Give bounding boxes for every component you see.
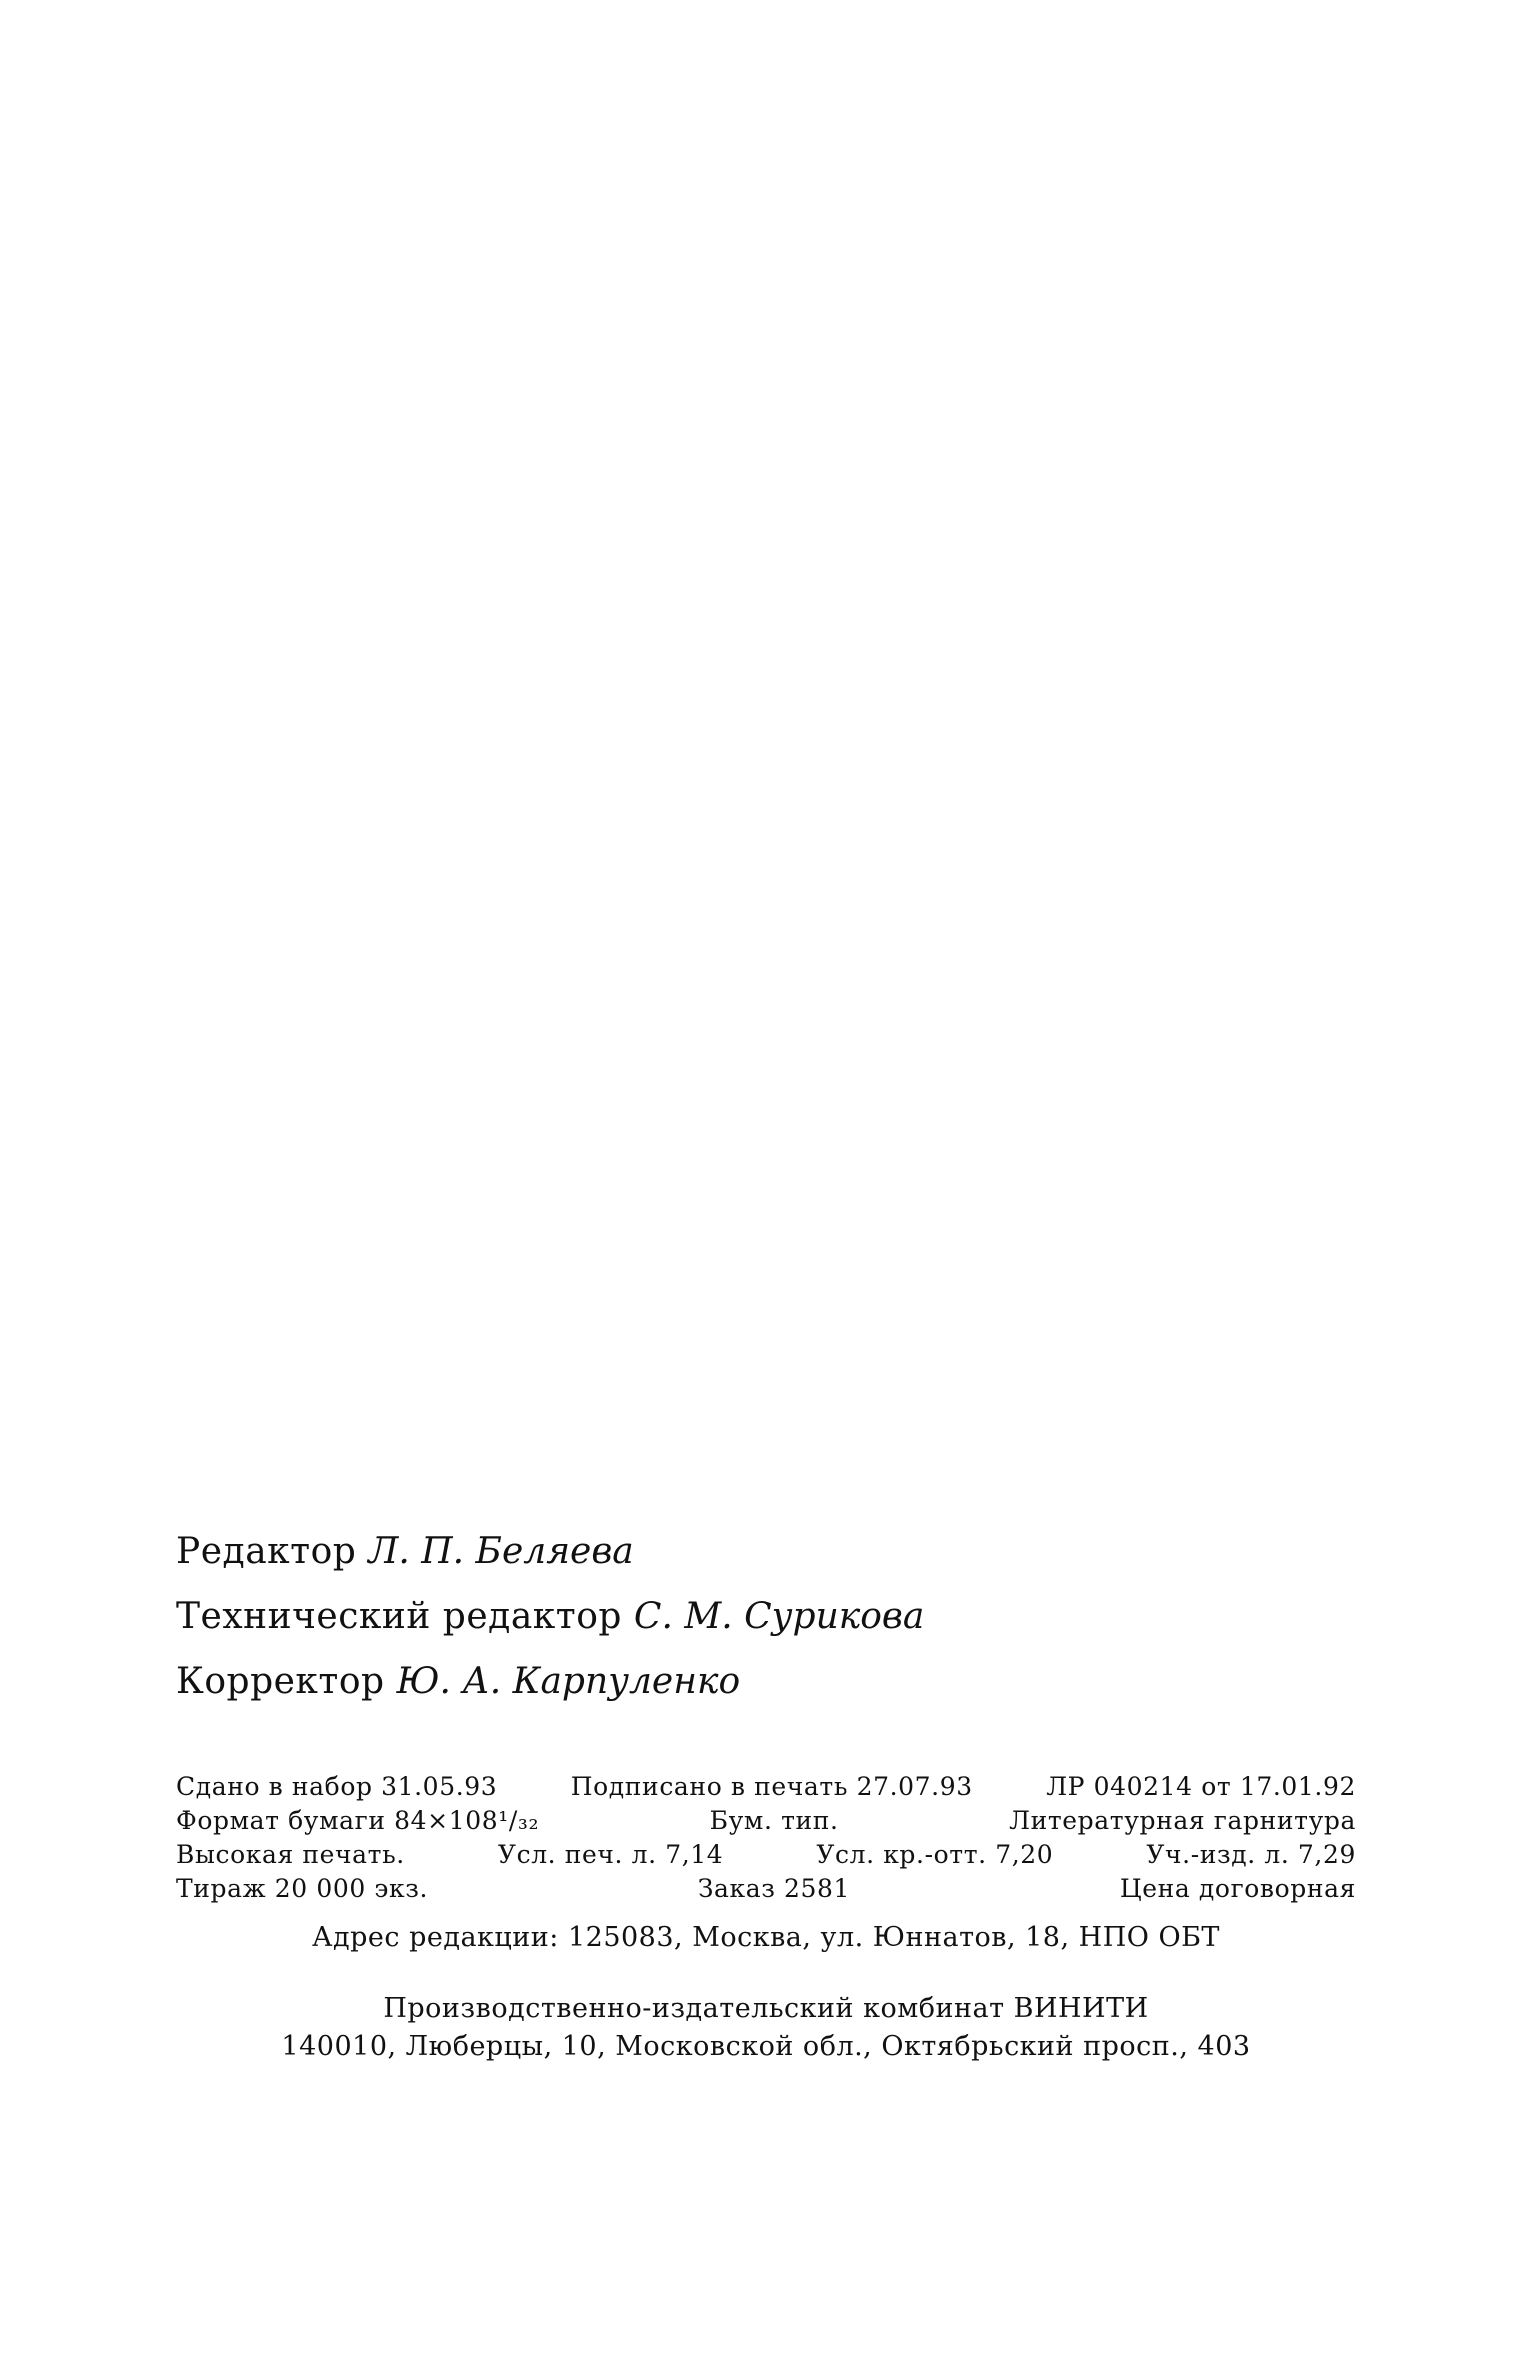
credit-role: Технический редактор (176, 1596, 622, 1638)
imprint-cell: Сдано в набор 31.05.93 (176, 1772, 498, 1801)
credit-name: Ю. А. Карпуленко (396, 1661, 741, 1703)
imprint-cell: Усл. кр.-отт. 7,20 (816, 1840, 1054, 1869)
imprint-row (176, 1804, 1356, 1838)
imprint-cell: Цена договорная (1119, 1874, 1356, 1903)
imprint-row (176, 1770, 1356, 1804)
imprint-row (176, 1872, 1356, 1906)
imprint-cell: ЛР 040214 от 17.01.92 (1046, 1772, 1356, 1801)
credit-proofreader (176, 1660, 1356, 1703)
imprint-cell: Подписано в печать 27.07.93 (570, 1772, 973, 1801)
imprint-cell: Литературная гарнитура (1009, 1806, 1356, 1835)
editorial-address: Адрес редакции: 125083, Москва, ул. Юннатов, 18, НПО ОБТ (312, 1922, 1220, 1953)
imprint-cell: Заказ 2581 (697, 1874, 851, 1903)
printer-name: Производственно-издательский комбинат ВИНИТИ (383, 1993, 1149, 2024)
credit-name: Л. П. Беляева (368, 1531, 634, 1572)
imprint-cell: Формат бумаги 84×108¹/₃₂ (176, 1806, 540, 1835)
imprint-cell: Уч.-изд. л. 7,29 (1146, 1840, 1356, 1869)
imprint-cell: Высокая печать. (176, 1840, 405, 1869)
credit-role: Корректор (176, 1661, 385, 1703)
imprint-cell: Усл. печ. л. 7,14 (497, 1840, 724, 1869)
credits-block (176, 1530, 1356, 1726)
printer-address: 140010, Люберцы, 10, Московской обл., Октябрьский просп., 403 (281, 2031, 1251, 2062)
credit-role: Редактор (176, 1531, 357, 1572)
credit-name: С. М. Сурикова (633, 1596, 925, 1638)
credit-editor (176, 1530, 1356, 1573)
imprint-row (176, 1838, 1356, 1872)
credit-tech-editor (176, 1595, 1356, 1638)
printer-block (176, 1990, 1356, 2066)
imprint-cell: Тираж 20 000 экз. (176, 1874, 429, 1903)
imprint-block (176, 1770, 1356, 1906)
imprint-cell: Бум. тип. (709, 1806, 839, 1835)
